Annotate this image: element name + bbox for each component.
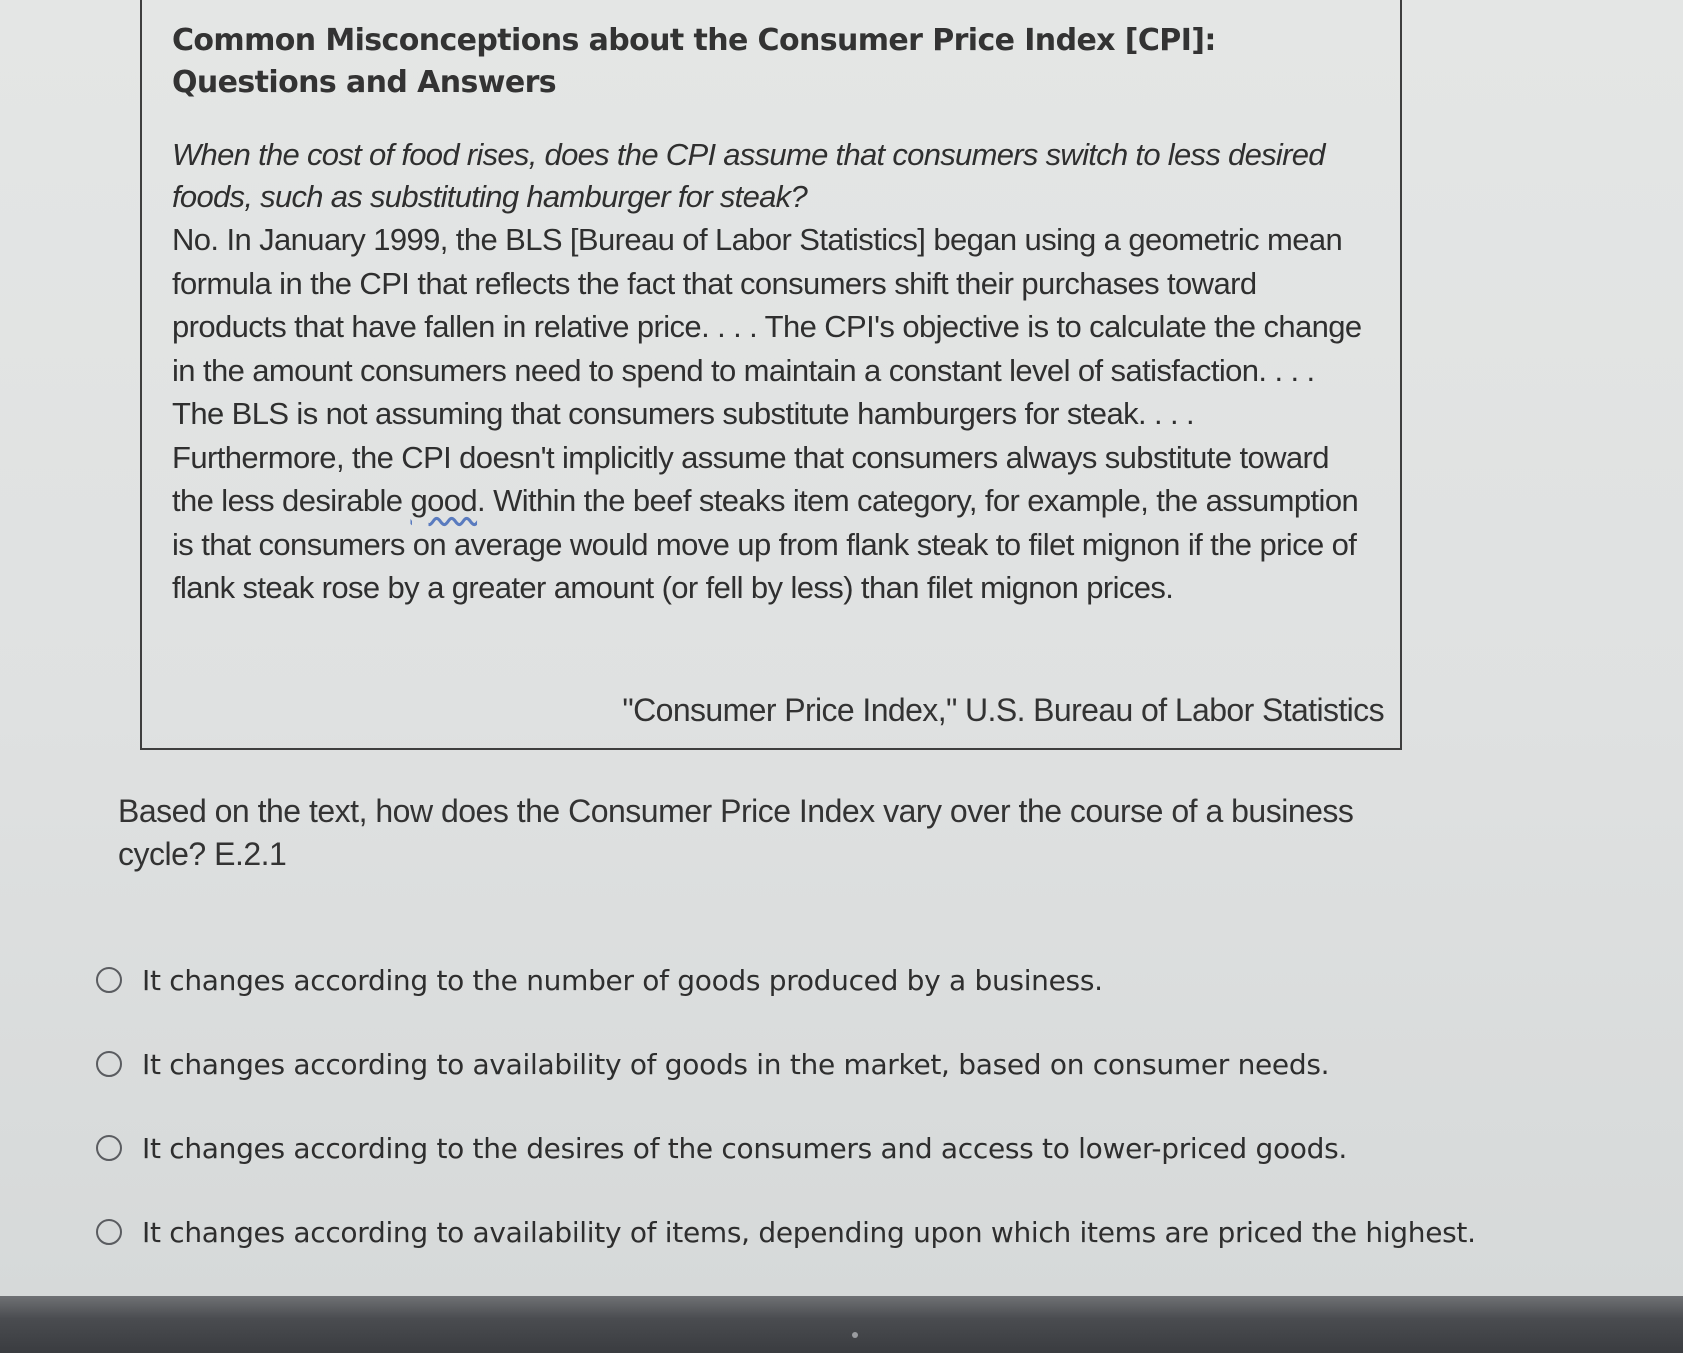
passage-source: "Consumer Price Index," U.S. Bureau of Labor Statistics — [622, 692, 1384, 728]
answer-option-label: It changes according to the desires of the consumers and access to lower-priced goods. — [142, 1131, 1347, 1165]
passage-answer — [172, 218, 1366, 610]
answer-option-a[interactable] — [96, 958, 1656, 1002]
answer-options — [96, 958, 1656, 1294]
passage-title: Common Misconceptions about the Consumer Price Index [CPI]: Questions and Answers — [172, 23, 1216, 100]
radio-button-icon[interactable] — [96, 1135, 122, 1161]
answer-option-label: It changes according to the number of goods produced by a business. — [142, 963, 1103, 997]
answer-option-label: It changes according to availability of goods in the market, based on consumer needs. — [142, 1047, 1330, 1081]
radio-button-icon[interactable] — [96, 1051, 122, 1077]
radio-button-icon[interactable] — [96, 967, 122, 993]
passage-answer-text-1: No. In January 1999, the BLS [Bureau of Labor Statistics] began using a geometric mean formula in the CPI that reflects the fact that consumers shift their purchases toward products that have fallen in relative price. . . . The CPI's objective is to calculate the change in the amount consumers need to spend to maintain a constant level of satisfaction. . . . The BLS is not assuming that consumers substitute hamburgers for steak. . . . Furthermore, the CPI doesn't implicitly assume that consumers always substitute toward the less desirable — [172, 222, 1362, 518]
answer-option-d[interactable] — [96, 1210, 1656, 1254]
passage-answer-text-2: . Within the beef steaks item category, for example, the assumption is that consumers on average would move up from flank steak to filet mignon if the price of flank steak rose by a greater amount (or fell by less) than filet mignon prices. — [172, 483, 1359, 605]
answer-option-label: It changes according to availability of items, depending upon which items are priced the highest. — [142, 1215, 1476, 1249]
radio-button-icon[interactable] — [96, 1219, 122, 1245]
answer-option-b[interactable] — [96, 1042, 1656, 1086]
monitor-bezel — [0, 1296, 1683, 1353]
passage-box — [140, 0, 1402, 750]
answer-option-c[interactable] — [96, 1126, 1656, 1170]
passage-question: When the cost of food rises, does the CPI assume that consumers switch to less desired foods, such as substituting hamburger for steak? — [172, 137, 1325, 214]
bezel-indicator — [852, 1332, 858, 1338]
question-stem: Based on the text, how does the Consumer Price Index vary over the course of a business cycle? E.2.1 — [118, 793, 1354, 872]
spellcheck-underlined-word: good — [410, 483, 478, 518]
